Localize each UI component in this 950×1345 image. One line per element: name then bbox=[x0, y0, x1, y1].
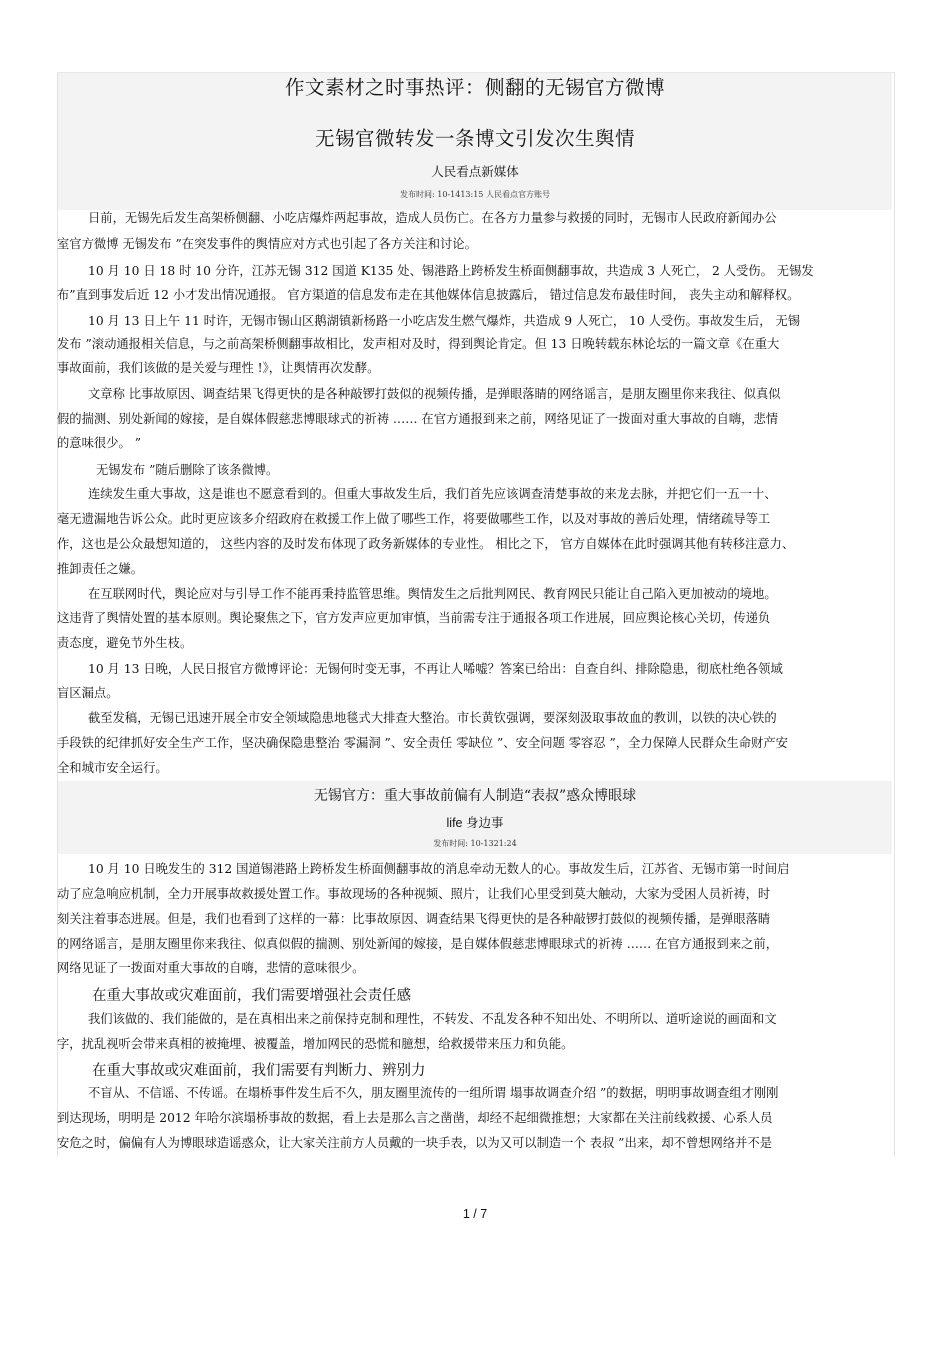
paragraph-line: 推卸责任之嫌。 bbox=[57, 562, 144, 576]
paragraph-line: 在互联网时代，舆论应对与引导工作不能再秉持监管思维。舆情发生之后批判网民、教育网民只能让自己陷入更加被动的境地。 bbox=[88, 587, 777, 601]
page-number: 1 / 7 bbox=[462, 1207, 488, 1221]
paragraph-line: 布”直到事发后近 12 小才发出情况通报。 官方渠道的信息发布走在其他媒体信息披露后， 错过信息发布最佳时间， 丧失主动和解释权。 bbox=[57, 288, 800, 302]
paragraph-line: 这违背了舆情处置的基本原则。舆论聚焦之下，官方发声应更加审慎，当前需专注于通报各项工作进展，回应舆论核心关切，传递负 bbox=[57, 611, 771, 625]
paragraph-line: 无锡发布 ”随后删除了该条微博。 bbox=[96, 463, 279, 477]
paragraph-line: 假的揣测、别处新闻的嫁接，是自媒体假慈悲博眼球式的祈祷 …… 在官方通报到来之前，网络见证了一拨面对重大事故的自嗨，悲情 bbox=[57, 412, 779, 426]
article-subtitle: 无锡官微转发一条博文引发次生舆情 bbox=[314, 127, 635, 150]
section-source: life 身边事 bbox=[446, 816, 504, 830]
section-publish-meta: 发布时间: 10-1321:24 bbox=[433, 839, 517, 848]
subheading: 在重大事故或灾难面前，我们需要有判断力、辨别力 bbox=[92, 1063, 426, 1079]
paragraph-line: 责态度，避免节外生枝。 bbox=[57, 636, 193, 650]
paragraph-line: 作，这也是公众最想知道的， 这些内容的及时发布体现了政务新媒体的专业性。 相比之下， 官方自媒体在此时强调其他有转移注意力、 bbox=[57, 537, 795, 551]
paragraph-line: 的网络谣言，是朋友圈里你来我往、似真似假的揣测、别处新闻的嫁接，是自媒体假慈悲博眼球式的祈祷 …… 在官方通报到来之前， bbox=[57, 937, 779, 951]
paragraph-line: 安危之时，偏偏有人为博眼球造谣惑众，让大家关注前方人员戴的一块手表，以为又可以制造一个 表叔 ”出来，却不曾想网络并不是 bbox=[57, 1136, 773, 1150]
paragraph-line: 日前，无锡先后发生高架桥侧翻、小吃店爆炸两起事故，造成人员伤亡。在各方力量参与救援的同时，无锡市人民政府新闻办公 bbox=[88, 211, 777, 225]
paragraph-line: 到达现场，明明是 2012 年哈尔滨塌桥事故的数据，看上去是那么言之凿凿，却经不起细微推想；大家都在关注前线救援、心系人员 bbox=[57, 1111, 773, 1125]
paragraph-line: 不盲从、不信谣、不传谣。在塌桥事件发生后不久，朋友圈里流传的一组所谓 塌事故调查介绍 ”的数据，明明事故调查组才刚刚 bbox=[88, 1086, 779, 1100]
paragraph-line: 盲区漏点。 bbox=[57, 686, 119, 700]
paragraph-line: 10 月 10 日晚发生的 312 国道锡港路上跨桥发生桥面侧翻事故的消息牵动无数人的心。事故发生后，江苏省、无锡市第一时间启 bbox=[88, 862, 790, 876]
paragraph-line: 发布 ”滚动通报相关信息，与之前高架桥侧翻事故相比，发声相对及时，得到舆论肯定。但 13 日晚转载东林论坛的一篇文章《在重大 bbox=[57, 337, 780, 351]
paragraph-line: 连续发生重大事故，这是谁也不愿意看到的。但重大事故发生后，我们首先应该调查清楚事故的来龙去脉，并把它们一五一十、 bbox=[88, 487, 777, 501]
paragraph-line: 全和城市安全运行。 bbox=[57, 761, 168, 775]
paragraph-line: 刻关注着事态进展。但是，我们也看到了这样的一幕：比事故原因、调查结果飞得更快的是各种敲锣打鼓似的视频传播，是弹眼落睛 bbox=[57, 912, 771, 926]
article-title: 作文素材之时事热评：侧翻的无锡官方微博 bbox=[284, 76, 665, 99]
paragraph-line: 截至发稿，无锡已迅速开展全市安全领域隐患地毯式大排查大整治。市长黄钦强调，要深刻汲取事故血的教训，以铁的决心铁的 bbox=[88, 711, 777, 725]
paragraph-line: 动了应急响应机制，全力开展事故救援处置工作。事故现场的各种视频、照片，让我们心里受到莫大触动，大家为受困人员祈祷，时 bbox=[57, 887, 771, 901]
paragraph-line: 的意味很少。 ” bbox=[57, 436, 141, 450]
paragraph-line: 文章称 比事故原因、调查结果飞得更快的是各种敲锣打鼓似的视频传播，是弹眼落睛的网络谣言，是朋友圈里你来我往、似真似 bbox=[88, 387, 781, 401]
paragraph-line: 我们该做的、我们能做的，是在真相出来之前保持克制和理性，不转发、不乱发各种不知出处、不明所以、道听途说的画面和文 bbox=[88, 1012, 777, 1026]
paragraph-line: 室官方微博 无锡发布 ”在突发事件的舆情应对方式也引起了各方关注和讨论。 bbox=[57, 237, 477, 251]
article-source: 人民看点新媒体 bbox=[431, 164, 519, 179]
section-title: 无锡官方：重大事故前偏有人制造“表叔”惑众博眼球 bbox=[313, 788, 637, 804]
paragraph-line: 网络见证了一拨面对重大事故的自嗨，悲情的意味很少。 bbox=[57, 961, 365, 975]
paragraph-line: 手段铁的纪律抓好安全生产工作，坚决确保隐患整治 零漏洞 ”、安全责任 零缺位 ”、安全问题 零容忍 ”，全力保障人民群众生命财产安 bbox=[57, 736, 788, 750]
paragraph-line: 毫无遗漏地告诉公众。此时更应该多介绍政府在救援工作上做了哪些工作，将要做哪些工作，以及对事故的善后处理，情绪疏导等工 bbox=[57, 512, 771, 526]
subheading: 在重大事故或灾难面前，我们需要增强社会责任感 bbox=[92, 988, 411, 1004]
paragraph-line: 事故面前，我们该做的是关爱与理性 !》，让舆情再次发酵。 bbox=[57, 361, 380, 375]
paragraph-line: 10 月 13 日上午 11 时许，无锡市锡山区鹅湖镇新杨路一小吃店发生燃气爆炸，共造成 9 人死亡， 10 人受伤。事故发生后， 无锡 bbox=[88, 314, 801, 328]
paragraph-line: 字，扰乱视听会带来真相的被掩埋、被覆盖，增加网民的恐慌和臆想，给救援带来压力和负能。 bbox=[57, 1037, 574, 1051]
publish-meta: 发布时间: 10-1413:15 人民看点官方账号 bbox=[400, 190, 550, 199]
paragraph-line: 10 月 13 日晚，人民日报官方微博评论：无锡何时变无事，不再让人唏嘘？答案已给出：自查自纠、排除隐患，彻底杜绝各领域 bbox=[88, 662, 783, 676]
paragraph-line: 10 月 10 日 18 时 10 分许，江苏无锡 312 国道 K135 处、锡港路上跨桥发生桥面侧翻事故，共造成 3 人死亡， 2 人受伤。 无锡发 bbox=[88, 264, 814, 278]
